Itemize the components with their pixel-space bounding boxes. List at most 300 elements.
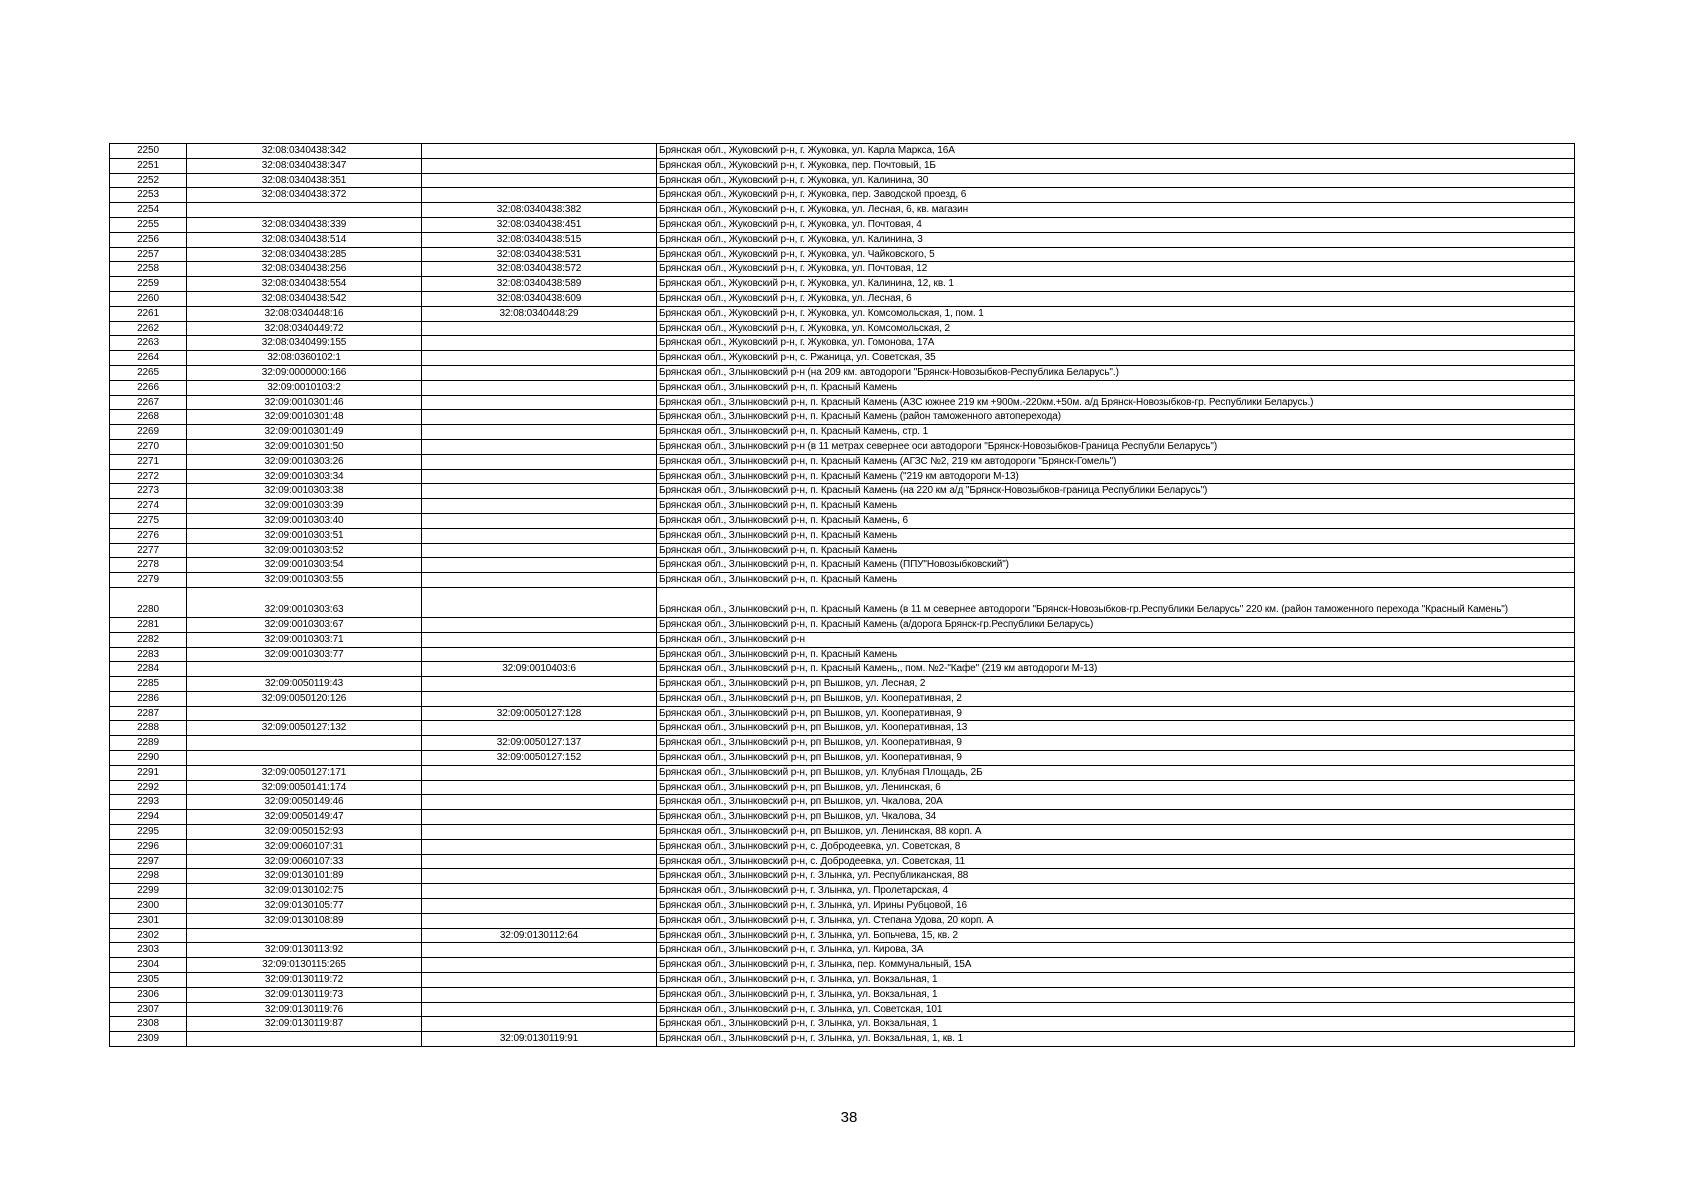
- related-cadastral-number-cell: [422, 454, 657, 469]
- address-cell: Брянская обл., Злынковский р-н, п. Красный Камень: [657, 528, 1575, 543]
- row-number-cell: 2253: [110, 188, 187, 203]
- row-number-cell: 2252: [110, 173, 187, 188]
- address-cell: Брянская обл., Злынковский р-н, г. Злынка, ул. Вокзальная, 1: [657, 1017, 1575, 1032]
- related-cadastral-number-cell: [422, 528, 657, 543]
- related-cadastral-number-cell: 32:08:0340438:382: [422, 203, 657, 218]
- table-row: [110, 691, 1575, 706]
- address-cell: Брянская обл., Злынковский р-н, рп Вышков, ул. Ленинская, 6: [657, 780, 1575, 795]
- table-row: [110, 188, 1575, 203]
- cadastral-number-cell: 32:09:0010303:67: [187, 617, 422, 632]
- cadastral-number-cell: 32:09:0130102:75: [187, 884, 422, 899]
- related-cadastral-number-cell: 32:09:0010403:6: [422, 662, 657, 677]
- cadastral-number-cell: 32:08:0340438:542: [187, 291, 422, 306]
- table-row: [110, 721, 1575, 736]
- related-cadastral-number-cell: 32:08:0340438:589: [422, 277, 657, 292]
- address-cell: Брянская обл., Злынковский р-н: [657, 632, 1575, 647]
- address-cell: Брянская обл., Жуковский р-н, г. Жуковка, пер. Заводской проезд, 6: [657, 188, 1575, 203]
- related-cadastral-number-cell: [422, 158, 657, 173]
- related-cadastral-number-cell: 32:08:0340438:515: [422, 232, 657, 247]
- related-cadastral-number-cell: [422, 691, 657, 706]
- cadastral-number-cell: [187, 662, 422, 677]
- cadastral-number-cell: [187, 1032, 422, 1047]
- related-cadastral-number-cell: 32:09:0050127:137: [422, 736, 657, 751]
- cadastral-number-cell: 32:09:0010301:50: [187, 439, 422, 454]
- cadastral-number-cell: 32:09:0050127:132: [187, 721, 422, 736]
- table-row: [110, 425, 1575, 440]
- row-number-cell: 2308: [110, 1017, 187, 1032]
- related-cadastral-number-cell: [422, 573, 657, 588]
- cadastral-number-cell: 32:09:0010303:52: [187, 543, 422, 558]
- address-cell: Брянская обл., Злынковский р-н, г. Злынка, ул. Вокзальная, 1: [657, 987, 1575, 1002]
- table-row: [110, 899, 1575, 914]
- related-cadastral-number-cell: [422, 839, 657, 854]
- address-cell: Брянская обл., Злынковский р-н, г. Злынка, ул. Республиканская, 88: [657, 869, 1575, 884]
- cadastral-number-cell: 32:09:0010303:63: [187, 587, 422, 617]
- row-number-cell: 2296: [110, 839, 187, 854]
- property-table-body: [110, 144, 1575, 1047]
- related-cadastral-number-cell: [422, 617, 657, 632]
- cadastral-number-cell: 32:09:0010303:38: [187, 484, 422, 499]
- table-row: [110, 795, 1575, 810]
- row-number-cell: 2301: [110, 913, 187, 928]
- cadastral-number-cell: 32:09:0050152:93: [187, 825, 422, 840]
- related-cadastral-number-cell: [422, 721, 657, 736]
- cadastral-number-cell: 32:08:0340448:16: [187, 306, 422, 321]
- cadastral-number-cell: 32:08:0340449:72: [187, 321, 422, 336]
- address-cell: Брянская обл., Злынковский р-н, п. Красный Камень: [657, 647, 1575, 662]
- cadastral-number-cell: 32:08:0340438:285: [187, 247, 422, 262]
- row-number-cell: 2264: [110, 351, 187, 366]
- related-cadastral-number-cell: [422, 987, 657, 1002]
- table-row: [110, 1017, 1575, 1032]
- table-row: [110, 573, 1575, 588]
- row-number-cell: 2266: [110, 380, 187, 395]
- table-row: [110, 336, 1575, 351]
- related-cadastral-number-cell: [422, 884, 657, 899]
- related-cadastral-number-cell: [422, 765, 657, 780]
- table-row: [110, 144, 1575, 159]
- cadastral-number-cell: 32:09:0000000:166: [187, 365, 422, 380]
- related-cadastral-number-cell: [422, 854, 657, 869]
- row-number-cell: 2289: [110, 736, 187, 751]
- table-row: [110, 928, 1575, 943]
- address-cell: Брянская обл., Жуковский р-н, г. Жуковка, ул. Комсомольская, 2: [657, 321, 1575, 336]
- related-cadastral-number-cell: 32:09:0130112:64: [422, 928, 657, 943]
- row-number-cell: 2279: [110, 573, 187, 588]
- row-number-cell: 2280: [110, 587, 187, 617]
- table-row: [110, 513, 1575, 528]
- related-cadastral-number-cell: [422, 913, 657, 928]
- address-cell: Брянская обл., Злынковский р-н, п. Красный Камень (в 11 м севернее автодороги "Брянск-Новозыбков-гр.Республики Беларусь" 220 км. (район таможенного перехода "Красный Камень"): [657, 587, 1575, 617]
- cadastral-number-cell: 32:09:0130105:77: [187, 899, 422, 914]
- address-cell: Брянская обл., Злынковский р-н, рп Вышков, ул. Лесная, 2: [657, 677, 1575, 692]
- address-cell: Брянская обл., Злынковский р-н, п. Красный Камень (АГЗС №2, 219 км автодороги "Брянск-Гомель"): [657, 454, 1575, 469]
- related-cadastral-number-cell: [422, 825, 657, 840]
- table-row: [110, 528, 1575, 543]
- related-cadastral-number-cell: [422, 558, 657, 573]
- table-row: [110, 943, 1575, 958]
- row-number-cell: 2268: [110, 410, 187, 425]
- related-cadastral-number-cell: [422, 1002, 657, 1017]
- address-cell: Брянская обл., Злынковский р-н, с. Добродеевка, ул. Советская, 11: [657, 854, 1575, 869]
- cadastral-number-cell: 32:08:0340438:347: [187, 158, 422, 173]
- address-cell: Брянская обл., Злынковский р-н, г. Злынка, ул. Пролетарская, 4: [657, 884, 1575, 899]
- property-table: [109, 143, 1575, 1047]
- table-row: [110, 173, 1575, 188]
- table-row: [110, 587, 1575, 617]
- row-number-cell: 2278: [110, 558, 187, 573]
- cadastral-number-cell: 32:09:0060107:31: [187, 839, 422, 854]
- row-number-cell: 2305: [110, 973, 187, 988]
- row-number-cell: 2299: [110, 884, 187, 899]
- related-cadastral-number-cell: [422, 810, 657, 825]
- row-number-cell: 2250: [110, 144, 187, 159]
- table-row: [110, 973, 1575, 988]
- address-cell: Брянская обл., Злынковский р-н, рп Вышков, ул. Кооперативная, 9: [657, 736, 1575, 751]
- cadastral-number-cell: 32:08:0340438:554: [187, 277, 422, 292]
- row-number-cell: 2282: [110, 632, 187, 647]
- related-cadastral-number-cell: [422, 677, 657, 692]
- row-number-cell: 2269: [110, 425, 187, 440]
- cadastral-number-cell: [187, 928, 422, 943]
- table-row: [110, 869, 1575, 884]
- related-cadastral-number-cell: [422, 144, 657, 159]
- row-number-cell: 2272: [110, 469, 187, 484]
- related-cadastral-number-cell: [422, 869, 657, 884]
- row-number-cell: 2258: [110, 262, 187, 277]
- row-number-cell: 2262: [110, 321, 187, 336]
- cadastral-number-cell: 32:09:0050149:46: [187, 795, 422, 810]
- address-cell: Брянская обл., Злынковский р-н, п. Красный Камень,, пом. №2-"Кафе" (219 км автодороги М-13): [657, 662, 1575, 677]
- cadastral-number-cell: [187, 203, 422, 218]
- related-cadastral-number-cell: [422, 351, 657, 366]
- table-row: [110, 751, 1575, 766]
- cadastral-number-cell: 32:09:0010301:48: [187, 410, 422, 425]
- row-number-cell: 2281: [110, 617, 187, 632]
- row-number-cell: 2254: [110, 203, 187, 218]
- cadastral-number-cell: 32:09:0050120:126: [187, 691, 422, 706]
- table-row: [110, 1002, 1575, 1017]
- cadastral-number-cell: 32:09:0130113:92: [187, 943, 422, 958]
- related-cadastral-number-cell: [422, 973, 657, 988]
- related-cadastral-number-cell: [422, 943, 657, 958]
- address-cell: Брянская обл., Злынковский р-н, п. Красный Камень, 6: [657, 513, 1575, 528]
- table-row: [110, 306, 1575, 321]
- row-number-cell: 2285: [110, 677, 187, 692]
- related-cadastral-number-cell: [422, 543, 657, 558]
- address-cell: Брянская обл., Жуковский р-н, с. Ржаница, ул. Советская, 35: [657, 351, 1575, 366]
- cadastral-number-cell: 32:09:0010303:51: [187, 528, 422, 543]
- address-cell: Брянская обл., Злынковский р-н, г. Злынка, ул. Степана Удова, 20 корп. А: [657, 913, 1575, 928]
- table-row: [110, 958, 1575, 973]
- row-number-cell: 2251: [110, 158, 187, 173]
- table-row: [110, 854, 1575, 869]
- table-row: [110, 247, 1575, 262]
- address-cell: Брянская обл., Жуковский р-н, г. Жуковка, ул. Лесная, 6, кв. магазин: [657, 203, 1575, 218]
- row-number-cell: 2256: [110, 232, 187, 247]
- address-cell: Брянская обл., Злынковский р-н, г. Злынка, ул. Кирова, 3А: [657, 943, 1575, 958]
- cadastral-number-cell: 32:09:0050127:171: [187, 765, 422, 780]
- address-cell: Брянская обл., Злынковский р-н, п. Красный Камень (АЗС южнее 219 км +900м.-220км.+50м. а/д Брянск-Новозыбков-гр. Республики Беларусь.): [657, 395, 1575, 410]
- row-number-cell: 2260: [110, 291, 187, 306]
- address-cell: Брянская обл., Злынковский р-н, п. Красный Камень: [657, 499, 1575, 514]
- table-row: [110, 662, 1575, 677]
- address-cell: Брянская обл., Злынковский р-н, п. Красный Камень (ППУ"Новозыбковский"): [657, 558, 1575, 573]
- address-cell: Брянская обл., Злынковский р-н (в 11 метрах севернее оси автодороги "Брянск-Новозыбков-Граница Республи Беларусь"): [657, 439, 1575, 454]
- related-cadastral-number-cell: [422, 321, 657, 336]
- row-number-cell: 2303: [110, 943, 187, 958]
- address-cell: Брянская обл., Злынковский р-н, г. Злынка, ул. Вокзальная, 1: [657, 973, 1575, 988]
- table-row: [110, 395, 1575, 410]
- related-cadastral-number-cell: [422, 425, 657, 440]
- table-row: [110, 884, 1575, 899]
- row-number-cell: 2294: [110, 810, 187, 825]
- table-row: [110, 780, 1575, 795]
- address-cell: Брянская обл., Злынковский р-н, п. Красный Камень: [657, 543, 1575, 558]
- table-row: [110, 321, 1575, 336]
- row-number-cell: 2307: [110, 1002, 187, 1017]
- row-number-cell: 2267: [110, 395, 187, 410]
- related-cadastral-number-cell: 32:09:0050127:152: [422, 751, 657, 766]
- table-row: [110, 232, 1575, 247]
- cadastral-number-cell: 32:09:0060107:33: [187, 854, 422, 869]
- table-row: [110, 380, 1575, 395]
- cadastral-number-cell: 32:09:0130119:76: [187, 1002, 422, 1017]
- address-cell: Брянская обл., Злынковский р-н, с. Добродеевка, ул. Советская, 8: [657, 839, 1575, 854]
- address-cell: Брянская обл., Жуковский р-н, г. Жуковка, пер. Почтовый, 1Б: [657, 158, 1575, 173]
- related-cadastral-number-cell: [422, 469, 657, 484]
- cadastral-number-cell: 32:09:0010103:2: [187, 380, 422, 395]
- address-cell: Брянская обл., Злынковский р-н (на 209 км. автодороги "Брянск-Новозыбков-Республика Беларусь".): [657, 365, 1575, 380]
- table-row: [110, 484, 1575, 499]
- address-cell: Брянская обл., Злынковский р-н, п. Красный Камень (на 220 км а/д "Брянск-Новозыбков-граница Республики Беларусь"): [657, 484, 1575, 499]
- cadastral-number-cell: 32:08:0340438:339: [187, 217, 422, 232]
- table-row: [110, 454, 1575, 469]
- cadastral-number-cell: 32:09:0130119:87: [187, 1017, 422, 1032]
- address-cell: Брянская обл., Злынковский р-н, п. Красный Камень ("219 км автодороги М-13): [657, 469, 1575, 484]
- related-cadastral-number-cell: [422, 587, 657, 617]
- row-number-cell: 2284: [110, 662, 187, 677]
- row-number-cell: 2291: [110, 765, 187, 780]
- address-cell: Брянская обл., Жуковский р-н, г. Жуковка, ул. Гомонова, 17А: [657, 336, 1575, 351]
- row-number-cell: 2261: [110, 306, 187, 321]
- row-number-cell: 2255: [110, 217, 187, 232]
- cadastral-number-cell: 32:08:0340438:372: [187, 188, 422, 203]
- row-number-cell: 2275: [110, 513, 187, 528]
- table-row: [110, 469, 1575, 484]
- row-number-cell: 2309: [110, 1032, 187, 1047]
- cadastral-number-cell: 32:09:0010303:55: [187, 573, 422, 588]
- cadastral-number-cell: 32:08:0340438:514: [187, 232, 422, 247]
- related-cadastral-number-cell: [422, 647, 657, 662]
- cadastral-number-cell: 32:08:0360102:1: [187, 351, 422, 366]
- row-number-cell: 2276: [110, 528, 187, 543]
- table-row: [110, 1032, 1575, 1047]
- related-cadastral-number-cell: 32:08:0340438:531: [422, 247, 657, 262]
- address-cell: Брянская обл., Злынковский р-н, п. Красный Камень (район таможенного автоперехода): [657, 410, 1575, 425]
- address-cell: Брянская обл., Злынковский р-н, г. Злынка, ул. Советская, 101: [657, 1002, 1575, 1017]
- table-row: [110, 913, 1575, 928]
- cadastral-number-cell: 32:08:0340438:351: [187, 173, 422, 188]
- address-cell: Брянская обл., Злынковский р-н, п. Красный Камень: [657, 380, 1575, 395]
- cadastral-number-cell: 32:09:0050141:174: [187, 780, 422, 795]
- row-number-cell: 2304: [110, 958, 187, 973]
- cadastral-number-cell: 32:09:0130119:72: [187, 973, 422, 988]
- row-number-cell: 2288: [110, 721, 187, 736]
- row-number-cell: 2290: [110, 751, 187, 766]
- address-cell: Брянская обл., Злынковский р-н, рп Вышков, ул. Кооперативная, 13: [657, 721, 1575, 736]
- table-row: [110, 706, 1575, 721]
- table-row: [110, 365, 1575, 380]
- row-number-cell: 2286: [110, 691, 187, 706]
- related-cadastral-number-cell: [422, 513, 657, 528]
- row-number-cell: 2274: [110, 499, 187, 514]
- related-cadastral-number-cell: [422, 1017, 657, 1032]
- cadastral-number-cell: [187, 751, 422, 766]
- address-cell: Брянская обл., Жуковский р-н, г. Жуковка, ул. Калинина, 30: [657, 173, 1575, 188]
- row-number-cell: 2263: [110, 336, 187, 351]
- cadastral-number-cell: 32:08:0340438:342: [187, 144, 422, 159]
- row-number-cell: 2277: [110, 543, 187, 558]
- cadastral-number-cell: 32:08:0340438:256: [187, 262, 422, 277]
- table-row: [110, 558, 1575, 573]
- row-number-cell: 2271: [110, 454, 187, 469]
- table-row: [110, 217, 1575, 232]
- cadastral-number-cell: 32:09:0010301:49: [187, 425, 422, 440]
- table-row: [110, 736, 1575, 751]
- table-row: [110, 277, 1575, 292]
- table-row: [110, 351, 1575, 366]
- address-cell: Брянская обл., Жуковский р-н, г. Жуковка, ул. Комсомольская, 1, пом. 1: [657, 306, 1575, 321]
- address-cell: Брянская обл., Жуковский р-н, г. Жуковка, ул. Почтовая, 4: [657, 217, 1575, 232]
- table-row: [110, 987, 1575, 1002]
- table-row: [110, 825, 1575, 840]
- related-cadastral-number-cell: [422, 439, 657, 454]
- cadastral-number-cell: 32:09:0010303:71: [187, 632, 422, 647]
- related-cadastral-number-cell: [422, 795, 657, 810]
- row-number-cell: 2287: [110, 706, 187, 721]
- related-cadastral-number-cell: 32:08:0340438:609: [422, 291, 657, 306]
- related-cadastral-number-cell: [422, 410, 657, 425]
- related-cadastral-number-cell: 32:09:0050127:128: [422, 706, 657, 721]
- cadastral-number-cell: 32:09:0130108:89: [187, 913, 422, 928]
- table-row: [110, 617, 1575, 632]
- row-number-cell: 2270: [110, 439, 187, 454]
- cadastral-number-cell: 32:09:0050149:47: [187, 810, 422, 825]
- address-cell: Брянская обл., Жуковский р-н, г. Жуковка, ул. Чайковского, 5: [657, 247, 1575, 262]
- related-cadastral-number-cell: 32:08:0340438:572: [422, 262, 657, 277]
- address-cell: Брянская обл., Злынковский р-н, г. Злынка, ул. Вокзальная, 1, кв. 1: [657, 1032, 1575, 1047]
- cadastral-number-cell: 32:09:0010303:54: [187, 558, 422, 573]
- cadastral-number-cell: 32:09:0010303:77: [187, 647, 422, 662]
- related-cadastral-number-cell: [422, 499, 657, 514]
- table-row: [110, 632, 1575, 647]
- address-cell: Брянская обл., Злынковский р-н, рп Вышков, ул. Чкалова, 20А: [657, 795, 1575, 810]
- related-cadastral-number-cell: [422, 380, 657, 395]
- row-number-cell: 2302: [110, 928, 187, 943]
- address-cell: Брянская обл., Жуковский р-н, г. Жуковка, ул. Лесная, 6: [657, 291, 1575, 306]
- related-cadastral-number-cell: [422, 780, 657, 795]
- cadastral-number-cell: [187, 736, 422, 751]
- table-row: [110, 543, 1575, 558]
- table-row: [110, 647, 1575, 662]
- table-row: [110, 810, 1575, 825]
- table-row: [110, 203, 1575, 218]
- related-cadastral-number-cell: [422, 632, 657, 647]
- row-number-cell: 2257: [110, 247, 187, 262]
- related-cadastral-number-cell: [422, 173, 657, 188]
- row-number-cell: 2265: [110, 365, 187, 380]
- cadastral-number-cell: 32:08:0340499:155: [187, 336, 422, 351]
- cadastral-number-cell: 32:09:0010303:40: [187, 513, 422, 528]
- address-cell: Брянская обл., Злынковский р-н, г. Злынка, пер. Коммунальный, 15А: [657, 958, 1575, 973]
- table-row: [110, 262, 1575, 277]
- row-number-cell: 2300: [110, 899, 187, 914]
- row-number-cell: 2283: [110, 647, 187, 662]
- row-number-cell: 2298: [110, 869, 187, 884]
- table-row: [110, 410, 1575, 425]
- table-row: [110, 158, 1575, 173]
- cadastral-number-cell: 32:09:0050119:43: [187, 677, 422, 692]
- page-number: 38: [840, 1109, 858, 1126]
- related-cadastral-number-cell: [422, 336, 657, 351]
- related-cadastral-number-cell: [422, 899, 657, 914]
- address-cell: Брянская обл., Злынковский р-н, рп Вышков, ул. Чкалова, 34: [657, 810, 1575, 825]
- related-cadastral-number-cell: 32:08:0340438:451: [422, 217, 657, 232]
- row-number-cell: 2297: [110, 854, 187, 869]
- related-cadastral-number-cell: [422, 365, 657, 380]
- cadastral-number-cell: 32:09:0010303:39: [187, 499, 422, 514]
- related-cadastral-number-cell: [422, 188, 657, 203]
- cadastral-number-cell: 32:09:0010301:46: [187, 395, 422, 410]
- table-row: [110, 839, 1575, 854]
- table-row: [110, 677, 1575, 692]
- cadastral-number-cell: 32:09:0010303:26: [187, 454, 422, 469]
- cadastral-number-cell: [187, 706, 422, 721]
- address-cell: Брянская обл., Злынковский р-н, п. Красный Камень, стр. 1: [657, 425, 1575, 440]
- row-number-cell: 2259: [110, 277, 187, 292]
- cadastral-number-cell: 32:09:0130115:265: [187, 958, 422, 973]
- address-cell: Брянская обл., Жуковский р-н, г. Жуковка, ул. Калинина, 3: [657, 232, 1575, 247]
- address-cell: Брянская обл., Злынковский р-н, п. Красный Камень (а/дорога Брянск-гр.Республики Беларусь): [657, 617, 1575, 632]
- cadastral-number-cell: 32:09:0010303:34: [187, 469, 422, 484]
- address-cell: Брянская обл., Злынковский р-н, рп Вышков, ул. Ленинская, 88 корп. А: [657, 825, 1575, 840]
- address-cell: Брянская обл., Жуковский р-н, г. Жуковка, ул. Карла Маркса, 16А: [657, 144, 1575, 159]
- address-cell: Брянская обл., Злынковский р-н, рп Вышков, ул. Клубная Площадь, 2Б: [657, 765, 1575, 780]
- table-row: [110, 499, 1575, 514]
- row-number-cell: 2273: [110, 484, 187, 499]
- address-cell: Брянская обл., Злынковский р-н, рп Вышков, ул. Кооперативная, 9: [657, 706, 1575, 721]
- cadastral-number-cell: 32:09:0130119:73: [187, 987, 422, 1002]
- table-row: [110, 765, 1575, 780]
- address-cell: Брянская обл., Злынковский р-н, г. Злынка, ул. Бопьчева, 15, кв. 2: [657, 928, 1575, 943]
- address-cell: Брянская обл., Жуковский р-н, г. Жуковка, ул. Калинина, 12, кв. 1: [657, 277, 1575, 292]
- related-cadastral-number-cell: [422, 484, 657, 499]
- address-cell: Брянская обл., Злынковский р-н, п. Красный Камень: [657, 573, 1575, 588]
- related-cadastral-number-cell: [422, 958, 657, 973]
- table-row: [110, 291, 1575, 306]
- cadastral-number-cell: 32:09:0130101:89: [187, 869, 422, 884]
- address-cell: Брянская обл., Жуковский р-н, г. Жуковка, ул. Почтовая, 12: [657, 262, 1575, 277]
- table-row: [110, 439, 1575, 454]
- address-cell: Брянская обл., Злынковский р-н, рп Вышков, ул. Кооперативная, 9: [657, 751, 1575, 766]
- related-cadastral-number-cell: 32:08:0340448:29: [422, 306, 657, 321]
- address-cell: Брянская обл., Злынковский р-н, г. Злынка, ул. Ирины Рубцовой, 16: [657, 899, 1575, 914]
- row-number-cell: 2293: [110, 795, 187, 810]
- related-cadastral-number-cell: [422, 395, 657, 410]
- row-number-cell: 2292: [110, 780, 187, 795]
- row-number-cell: 2306: [110, 987, 187, 1002]
